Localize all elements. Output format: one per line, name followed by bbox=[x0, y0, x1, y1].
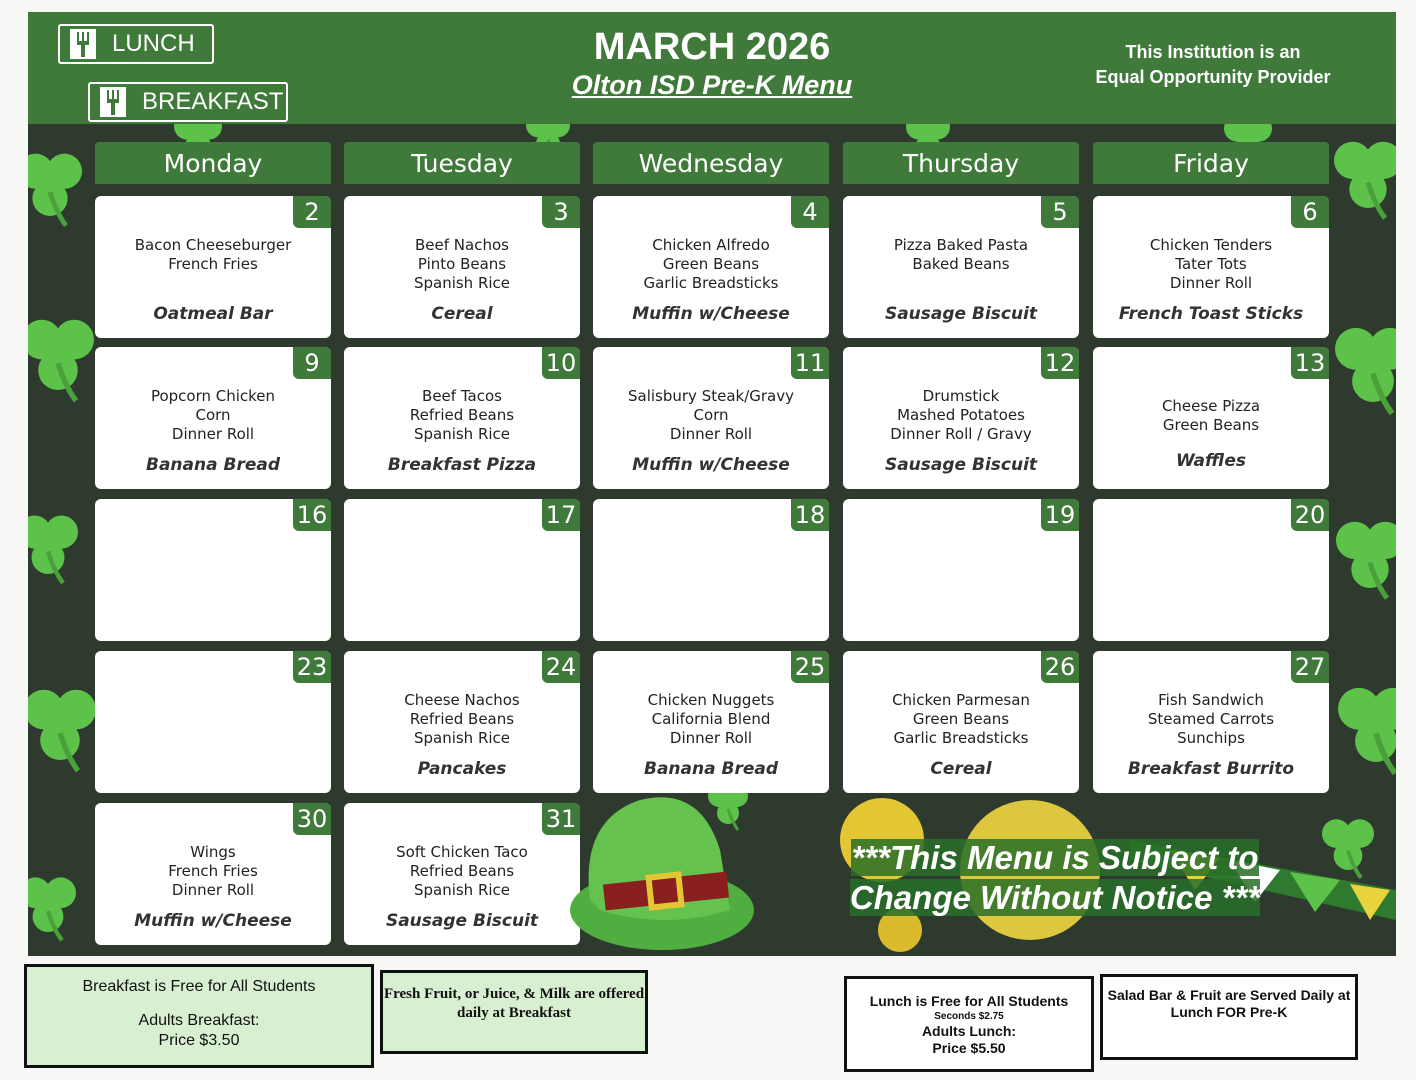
day-cell bbox=[1093, 651, 1329, 793]
day-number: 17 bbox=[542, 499, 580, 531]
lunch-item: Chicken Tenders bbox=[1149, 236, 1273, 254]
breakfast-item: Cereal bbox=[930, 759, 992, 779]
day-cell bbox=[344, 803, 580, 945]
day-number: 30 bbox=[293, 803, 331, 835]
notice-line: ***This Menu is Subject to bbox=[851, 839, 1259, 876]
lunch-item: Drumstick bbox=[922, 387, 1000, 405]
lunch-item: Corn bbox=[195, 406, 231, 424]
breakfast-item: Sausage Biscuit bbox=[884, 304, 1038, 324]
day-number: 19 bbox=[1041, 499, 1079, 531]
lunch-item: Salisbury Steak/Gravy bbox=[627, 387, 794, 405]
lunch-item: Pinto Beans bbox=[417, 255, 507, 273]
lunch-items bbox=[95, 387, 331, 444]
breakfast-item: Sausage Biscuit bbox=[884, 455, 1038, 475]
lunch-item: Soft Chicken Taco bbox=[396, 843, 528, 861]
fork-icon bbox=[70, 29, 96, 59]
day-number: 13 bbox=[1291, 347, 1329, 379]
lunch-item: Beef Tacos bbox=[422, 387, 502, 405]
day-header-tuesday: Tuesday bbox=[344, 142, 580, 184]
day-cell bbox=[95, 347, 331, 489]
lunch-items bbox=[843, 691, 1079, 748]
breakfast-item: Waffles bbox=[1175, 451, 1247, 471]
day-cell bbox=[344, 196, 580, 338]
breakfast-tag bbox=[88, 82, 288, 122]
lunch-item: Spanish Rice bbox=[413, 729, 511, 747]
lunch-tag-label: LUNCH bbox=[112, 30, 195, 57]
lunch-item: Dinner Roll / Gravy bbox=[890, 425, 1032, 443]
lunch-item: Green Beans bbox=[912, 710, 1010, 728]
day-number: 11 bbox=[791, 347, 829, 379]
day-number: 23 bbox=[293, 651, 331, 683]
day-header-friday: Friday bbox=[1093, 142, 1329, 184]
day-number: 4 bbox=[791, 196, 829, 228]
breakfast-item: Cereal bbox=[431, 304, 493, 324]
day-cell bbox=[843, 196, 1079, 338]
day-cell bbox=[1093, 196, 1329, 338]
lunch-price-note bbox=[844, 976, 1094, 1072]
lunch-price: Price $5.50 bbox=[932, 1040, 1006, 1056]
day-number: 24 bbox=[542, 651, 580, 683]
day-cell bbox=[95, 196, 331, 338]
lunch-item: California Blend bbox=[651, 710, 771, 728]
salad-text: Salad Bar & Fruit are Served Daily at Lunch FOR Pre-K bbox=[1107, 987, 1351, 1020]
lunch-items bbox=[593, 387, 829, 444]
lunch-item: Spanish Rice bbox=[413, 425, 511, 443]
lunch-item: Refried Beans bbox=[409, 862, 515, 880]
day-cell bbox=[593, 651, 829, 793]
breakfast-item: Breakfast Burrito bbox=[1127, 759, 1295, 779]
lunch-item: Beef Nachos bbox=[415, 236, 509, 254]
lunch-item: Refried Beans bbox=[409, 710, 515, 728]
lunch-free-text: Lunch is Free for All Students bbox=[869, 993, 1069, 1009]
page-subtitle: Olton ISD Pre-K Menu bbox=[571, 70, 853, 100]
lunch-items bbox=[344, 691, 580, 748]
breakfast-item: Muffin w/Cheese bbox=[134, 911, 292, 931]
lunch-items bbox=[843, 236, 1079, 274]
day-number: 9 bbox=[293, 347, 331, 379]
breakfast-price-note bbox=[24, 964, 374, 1068]
day-cell bbox=[843, 651, 1079, 793]
lunch-item: Pizza Baked Pasta bbox=[893, 236, 1029, 254]
lunch-tag bbox=[58, 24, 214, 64]
lunch-item: Bacon Cheeseburger bbox=[134, 236, 292, 254]
breakfast-item: Banana Bread bbox=[643, 759, 778, 779]
salad-bar-note bbox=[1100, 974, 1358, 1060]
lunch-items bbox=[593, 236, 829, 293]
day-header-monday: Monday bbox=[95, 142, 331, 184]
lunch-items bbox=[1093, 397, 1329, 435]
day-cell bbox=[344, 651, 580, 793]
fruit-note bbox=[380, 970, 648, 1054]
lunch-item: Corn bbox=[693, 406, 729, 424]
day-header-thursday: Thursday bbox=[843, 142, 1079, 184]
fork-icon bbox=[100, 87, 126, 117]
day-number: 25 bbox=[791, 651, 829, 683]
lunch-item: Baked Beans bbox=[912, 255, 1010, 273]
menu-change-notice bbox=[826, 838, 1284, 918]
lunch-item: French Fries bbox=[168, 862, 258, 880]
lunch-item: Green Beans bbox=[662, 255, 760, 273]
lunch-items bbox=[843, 387, 1079, 444]
equal-opportunity-notice bbox=[1070, 40, 1356, 90]
lunch-item: Cheese Pizza bbox=[1161, 397, 1261, 415]
breakfast-price: Price $3.50 bbox=[158, 1032, 240, 1049]
adults-breakfast-label: Adults Breakfast: bbox=[138, 1012, 260, 1029]
lunch-items bbox=[344, 236, 580, 293]
lunch-items bbox=[95, 843, 331, 900]
lunch-item: Dinner Roll bbox=[669, 425, 753, 443]
lunch-item: Dinner Roll bbox=[171, 881, 255, 899]
breakfast-item: French Toast Sticks bbox=[1118, 304, 1304, 324]
breakfast-item: Muffin w/Cheese bbox=[632, 304, 790, 324]
day-cell bbox=[593, 347, 829, 489]
day-number: 6 bbox=[1291, 196, 1329, 228]
lunch-item: French Fries bbox=[168, 255, 258, 273]
lunch-items bbox=[1093, 236, 1329, 293]
day-number: 27 bbox=[1291, 651, 1329, 683]
day-number: 26 bbox=[1041, 651, 1079, 683]
day-cell bbox=[95, 803, 331, 945]
lunch-item: Tater Tots bbox=[1175, 255, 1247, 273]
lunch-item: Garlic Breadsticks bbox=[893, 729, 1029, 747]
lunch-item: Mashed Potatoes bbox=[897, 406, 1025, 424]
lunch-item: Green Beans bbox=[1162, 416, 1260, 434]
lunch-item: Chicken Alfredo bbox=[652, 236, 770, 254]
day-number: 3 bbox=[542, 196, 580, 228]
lunch-item: Sunchips bbox=[1177, 729, 1245, 747]
day-cell bbox=[344, 347, 580, 489]
breakfast-item: Oatmeal Bar bbox=[153, 304, 273, 324]
day-cell bbox=[1093, 499, 1329, 641]
day-number: 2 bbox=[293, 196, 331, 228]
lunch-item: Steamed Carrots bbox=[1147, 710, 1275, 728]
day-cell bbox=[95, 651, 331, 793]
day-header-wednesday: Wednesday bbox=[593, 142, 829, 184]
day-number: 5 bbox=[1041, 196, 1079, 228]
fruit-text: Fresh Fruit, or Juice, & Milk are offered daily at Breakfast bbox=[383, 986, 645, 1021]
day-cell bbox=[843, 499, 1079, 641]
day-number: 16 bbox=[293, 499, 331, 531]
lunch-item: Garlic Breadsticks bbox=[643, 274, 779, 292]
breakfast-item: Sausage Biscuit bbox=[385, 911, 539, 931]
lunch-item: Spanish Rice bbox=[413, 881, 511, 899]
lunch-items bbox=[344, 843, 580, 900]
lunch-item: Wings bbox=[190, 843, 236, 861]
day-cell bbox=[593, 499, 829, 641]
lunch-item: Cheese Nachos bbox=[404, 691, 520, 709]
breakfast-item: Breakfast Pizza bbox=[387, 455, 537, 475]
breakfast-tag-label: BREAKFAST bbox=[142, 88, 284, 115]
lunch-items bbox=[1093, 691, 1329, 748]
lunch-item: Popcorn Chicken bbox=[150, 387, 276, 405]
adults-lunch-label: Adults Lunch: bbox=[921, 1023, 1017, 1039]
day-number: 20 bbox=[1291, 499, 1329, 531]
breakfast-item: Banana Bread bbox=[145, 455, 280, 475]
day-cell bbox=[344, 499, 580, 641]
lunch-items bbox=[95, 236, 331, 274]
seconds-price: Seconds $2.75 bbox=[934, 1011, 1004, 1022]
lunch-item: Dinner Roll bbox=[171, 425, 255, 443]
day-cell bbox=[593, 196, 829, 338]
lunch-item: Dinner Roll bbox=[669, 729, 753, 747]
breakfast-free-text: Breakfast is Free for All Students bbox=[82, 978, 316, 995]
day-number: 12 bbox=[1041, 347, 1079, 379]
lunch-item: Refried Beans bbox=[409, 406, 515, 424]
lunch-item: Fish Sandwich bbox=[1158, 691, 1264, 709]
breakfast-item: Muffin w/Cheese bbox=[632, 455, 790, 475]
breakfast-item: Pancakes bbox=[417, 759, 507, 779]
day-cell bbox=[95, 499, 331, 641]
day-cell bbox=[843, 347, 1079, 489]
lunch-items bbox=[344, 387, 580, 444]
lunch-item: Chicken Parmesan bbox=[892, 691, 1030, 709]
notice-line: Change Without Notice *** bbox=[849, 879, 1261, 916]
lunch-item: Chicken Nuggets bbox=[647, 691, 775, 709]
lunch-item: Dinner Roll bbox=[1169, 274, 1253, 292]
equal-opportunity-line: Equal Opportunity Provider bbox=[1095, 67, 1331, 87]
lunch-items bbox=[593, 691, 829, 748]
day-number: 31 bbox=[542, 803, 580, 835]
lunch-item: Spanish Rice bbox=[413, 274, 511, 292]
page-title: MARCH 2026 bbox=[593, 26, 831, 68]
equal-opportunity-line: This Institution is an bbox=[1125, 42, 1301, 62]
day-number: 10 bbox=[542, 347, 580, 379]
day-number: 18 bbox=[791, 499, 829, 531]
day-cell bbox=[1093, 347, 1329, 489]
